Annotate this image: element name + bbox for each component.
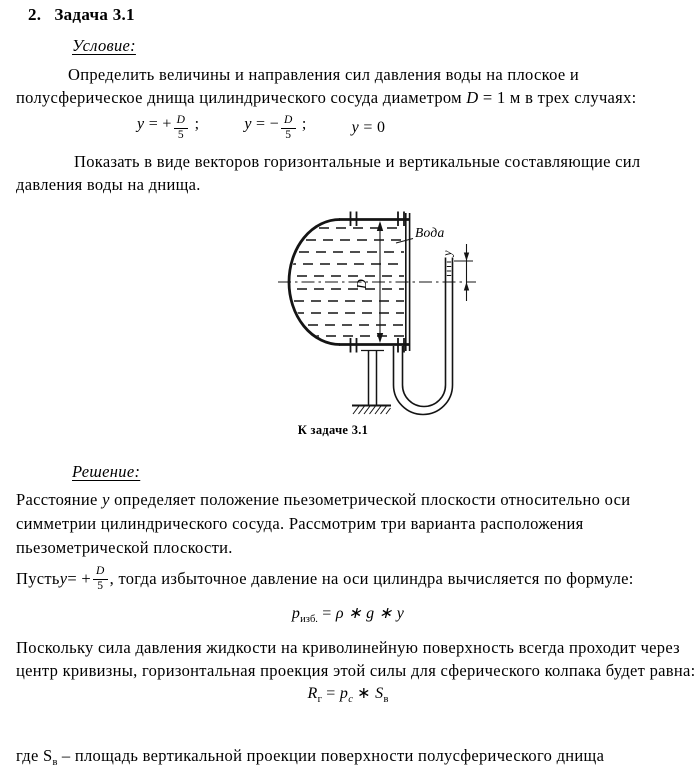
figure-caption: К задаче 3.1 [297,423,369,437]
solution-label: Решение: [72,462,141,481]
formula-r-base: R [307,685,318,702]
p3-line2: симметрии цилиндрического сосуда. Рассмотрим три варианта расположения [16,514,584,533]
case1-semicolon: ; [190,115,200,133]
case1-y: y [137,115,145,133]
condition-paragraph-1 [16,63,637,109]
ground-hatching [353,406,391,414]
p6-s-symbol: S [43,746,53,765]
solution-paragraph-3 [16,636,696,682]
heading-number: 2. [28,5,42,24]
condition-label: Условие: [72,36,136,55]
case-1-formula [137,115,199,141]
formula-star: ∗ [352,685,376,702]
pressure-formula: $p_{изб.} = \rho$ ∗ g ∗ y [291,605,405,625]
tube-water-level [447,262,451,276]
p2-line1: Показать в виде векторов горизонтальные и вертикальные составляющие сил [74,152,641,171]
solution-footnote: где $S_в$ – площадь вертикальной проекции поверхности полусферического днища [16,746,605,768]
p5-line1: Поскольку сила давления жидкости на криволинейную поверхность всегда проходит через [16,638,681,657]
figure-d-label: D [354,278,369,289]
formula-pc-base: p [339,685,349,702]
case-3-formula [352,119,386,137]
p3-line1: Расстояние y определяет положение пьезометрической плоскости относительно оси [16,490,631,509]
arrow-up-icon [377,221,383,231]
solution-paragraph-1 [16,488,630,560]
p4-y-symbol: y [59,569,68,588]
arrow-down-icon [377,333,383,343]
formula-p-sub: изб. [300,614,318,625]
p4-fraction: $\frac{D}{5}$ [93,566,108,592]
formula-s-sub: в [383,694,389,705]
formula-p-base: p [291,605,301,622]
heading-title: Задача 3.1 [54,5,135,24]
p1-line1: Определить величины и направления сил давления воды на плоское и [68,65,580,84]
support-stand [352,351,391,415]
p6-s-sub: в [52,757,58,768]
case1-eq: = + [144,115,172,133]
horizontal-force-formula: $R_г = p_c$ ∗ $S_в$ [307,685,389,705]
figure-water-label: Вода [415,225,445,240]
case3-eq: = 0 [359,119,386,136]
solution-paragraph-2: Пусть y = + $\frac{D}{5}$ , тогда избыточное давление на оси цилиндра вычисляется по формуле: [16,565,634,592]
problem-figure [270,198,482,446]
p1-line2-text: полусферическое днища цилиндрического сосуда диаметром [16,88,467,107]
case2-fraction: $\frac{D}{5}$ [281,115,296,141]
case2-y: y [244,115,252,133]
arrow-up-icon [464,282,469,291]
p2-line2: давления воды на днища. [16,175,201,194]
case3-y: y [351,119,360,136]
case1-fraction: $\frac{D}{5}$ [174,115,189,141]
problem-heading [28,5,135,25]
p1-line2 [16,86,637,109]
p1-line2-tail: = 1 м в трех случаях: [478,88,637,107]
condition-paragraph-2 [16,150,640,196]
case2-semicolon: ; [297,115,307,133]
arrow-down-icon [464,253,469,262]
p3-line3: пьезометрической плоскости. [16,538,233,557]
formula-s-base: S [375,685,384,702]
p5-line2: центр кривизны, горизонтальная проекция этой силы для сферического колпака будет равна: [16,661,696,680]
case-2-formula [244,115,306,141]
figure-y-label: y [440,250,455,256]
p1-d-symbol: D [466,88,479,107]
formula-pc-sub: c [348,694,353,705]
p3-y-symbol: y [102,490,110,509]
case2-eq: = − [251,115,279,133]
formula-p-rhs: ρ ∗ g ∗ y [335,605,405,622]
formula-r-sub: г [317,694,322,705]
cases-formula-row [137,111,385,145]
